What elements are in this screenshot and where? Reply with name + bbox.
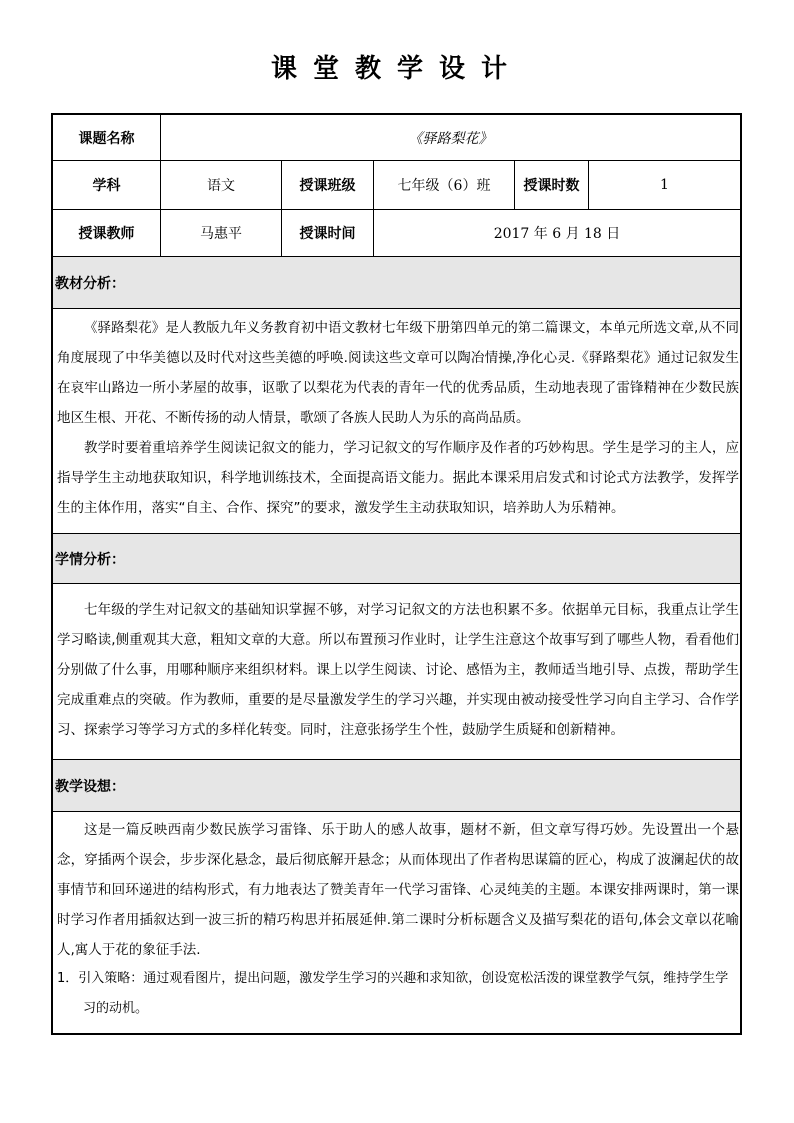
design-content-row bbox=[53, 812, 740, 1033]
subject-value: 语文 bbox=[161, 161, 282, 209]
design-heading: 教学设想： bbox=[55, 778, 125, 795]
class-label: 授课班级 bbox=[282, 161, 374, 209]
hours-value: 1 bbox=[660, 177, 669, 193]
design-paragraph-1: 这是一篇反映西南少数民族学习雷锋、乐于助人的感人故事，题材不新，但文章写得巧妙。先设置出一个悬念，穿插两个误会，步步深化悬念，最后彻底解开悬念；从而体现出了作者构思谋篇的匠心，构成了波澜起伏的故事情节和回环递进的结构形式，有力地表达了赞美青年一代学习雷锋、心灵纯美的主题。本课安排两课时，第一课时学习作者用插叙达到一波三折的精巧构思并拓展延伸.第二课时分析标题含义及描写梨花的语句,体会文章以花喻人,寓人于花的象征手法. bbox=[57, 822, 739, 958]
teacher-label: 授课教师 bbox=[53, 210, 161, 256]
subject-row bbox=[53, 161, 740, 210]
material-paragraph-1: 《驿路梨花》是人教版九年义务教育初中语文教材七年级下册第四单元的第二篇课文，本单元所选文章,从不同角度展现了中华美德以及时代对这些美德的呼唤.阅读这些文章可以陶冶情操,净化心灵.《驿路梨花》通过记叙发生在哀牢山路边一所小茅屋的故事，讴歌了以梨花为代表的青年一代的优秀品质，生动地表现了雷锋精神在少数民族地区生根、开花、不断传扬的动人情景，歌颂了各族人民助人为乐的高尚品质。 bbox=[57, 320, 739, 426]
teacher-value: 马惠平 bbox=[161, 210, 282, 256]
class-value: 七年级（6）班 bbox=[374, 161, 515, 209]
material-content-row bbox=[53, 309, 740, 534]
students-heading-row bbox=[53, 534, 740, 584]
subject-label: 学科 bbox=[53, 161, 161, 209]
page-title: 课堂教学设计 bbox=[270, 54, 523, 84]
lesson-plan-table bbox=[51, 113, 742, 1035]
students-heading: 学情分析： bbox=[55, 551, 125, 568]
time-label: 授课时间 bbox=[282, 210, 374, 256]
topic-value: 《驿路梨花》 bbox=[408, 130, 493, 147]
hours-label: 授课时数 bbox=[515, 161, 589, 209]
material-paragraph-2: 教学时要着重培养学生阅读记叙文的能力，学习记叙文的写作顺序及作者的巧妙构思。学生是学习的主人，应指导学生主动地获取知识，科学地训练技术，全面提高语文能力。据此本课采用启发式和讨论式方法教学，发挥学生的主体作用，落实“自主、合作、探究”的要求，激发学生主动获取知识，培养助人为乐精神。 bbox=[57, 440, 739, 516]
design-item-1: 1．引入策略：通过观看图片，提出问题，激发学生学习的兴趣和求知欲，创设宽松活泼的课堂教学气氛，维持学生学习的动机。 bbox=[57, 971, 729, 1016]
material-heading-row bbox=[53, 257, 740, 309]
topic-row bbox=[53, 115, 740, 161]
topic-label: 课题名称 bbox=[53, 115, 161, 160]
design-heading-row bbox=[53, 760, 740, 812]
students-content-row bbox=[53, 584, 740, 760]
students-paragraph-1: 七年级的学生对记叙文的基础知识掌握不够，对学习记叙文的方法也积累不多。依据单元目标，我重点让学生学习略读,侧重观其大意，粗知文章的大意。所以布置预习作业时，让学生注意这个故事写到了哪些人物，看看他们分别做了什么事，用哪种顺序来组织材料。课上以学生阅读、讨论、感悟为主，教师适当地引导、点拨，帮助学生完成重难点的突破。作为教师，重要的是尽量激发学生的学习兴趣，并实现由被动接受性学习向自主学习、合作学习、探索学习等学习方式的多样化转变。同时，注意张扬学生个性，鼓励学生质疑和创新精神。 bbox=[57, 602, 739, 738]
time-value: 2017 年 6 月 18 日 bbox=[493, 226, 621, 242]
teacher-row bbox=[53, 210, 740, 257]
material-heading: 教材分析： bbox=[55, 275, 125, 292]
